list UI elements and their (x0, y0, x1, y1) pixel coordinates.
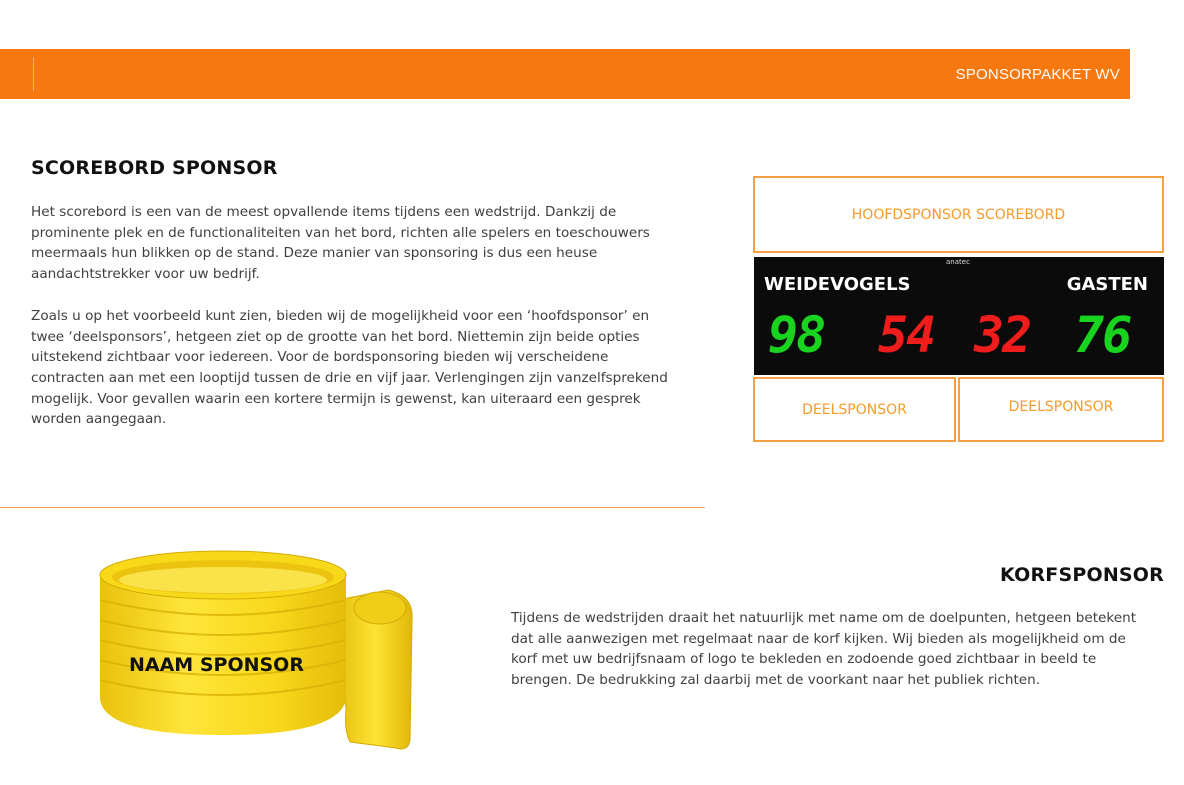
korf-paragraph: Tijdens de wedstrijden draait het natuurlijk met name om de doelpunten, hetgeen betekent dat alle aanwezigen met regelmaat naar de korf kijken. Wij bieden als mogelijkheid om de korf met uw bedrijfsnaam of logo te bekleden en zodoende goed zichtbaar in beeld te brengen. De bedrukking zal daarbij met de voorkant naar het publiek richten. (511, 610, 1137, 689)
header-banner (0, 49, 1130, 99)
scorebord-title: SCOREBORD SPONSOR (31, 157, 278, 179)
time-minutes: 54 (878, 306, 935, 364)
section-divider (0, 507, 705, 508)
korf-ring-image (88, 530, 418, 770)
sub-sponsor-right-label: DEELSPONSOR (1008, 399, 1114, 415)
page-header-title: SPONSORPAKKET WV (955, 66, 1120, 83)
basket-ring-illustration (88, 530, 418, 770)
korf-title: KORFSPONSOR (1000, 564, 1164, 586)
ring-sponsor-label: NAAM SPONSOR (129, 654, 304, 676)
sub-sponsor-left-label: DEELSPONSOR (802, 401, 907, 418)
home-team-name: WEIDEVOGELS (764, 274, 911, 295)
scoreboard-display (754, 257, 1164, 375)
korf-text (511, 608, 1141, 691)
scoreboard-brand: anatec (946, 258, 970, 266)
main-sponsor-label: HOOFDSPONSOR SCOREBORD (851, 206, 1066, 223)
home-score: 98 (768, 306, 825, 364)
scorebord-paragraph-1: Het scorebord is een van de meest opvallende items tijdens een wedstrijd. Dankzij de prominente plek en de functionaliteiten van het bord, richten alle spelers en toeschouwers meermaals hun blikken op de stand. Deze manier van sponsoring is dus een heuse aandachtstrekker voor uw bedrijf. (31, 204, 650, 283)
scorebord-text (31, 202, 681, 430)
banner-divider (33, 57, 34, 91)
sub-sponsor-right-box (958, 377, 1164, 442)
scorebord-paragraph-2: Zoals u op het voorbeeld kunt zien, bieden wij de mogelijkheid voor een ‘hoofdsponsor’ en twee ‘deelsponsors’, hetgeen ziet op de grootte van het bord. Niettemin zijn beide opties uitstekend zichtbaar voor iedereen. Voor de bordsponsoring bieden wij verscheidene contracten aan met een looptijd tussen de drie en vijf jaar. Verlengingen zijn vanzelfsprekend mogelijk. Voor gevallen waarin een kortere termijn is gewenst, kan uiteraard een gesprek worden aangegaan. (31, 307, 668, 428)
time-seconds: 32 (974, 306, 1031, 364)
away-score: 76 (1074, 306, 1131, 364)
sub-sponsor-left-box (753, 377, 956, 442)
away-team-name: GASTEN (1066, 274, 1148, 295)
main-sponsor-box (753, 176, 1164, 253)
